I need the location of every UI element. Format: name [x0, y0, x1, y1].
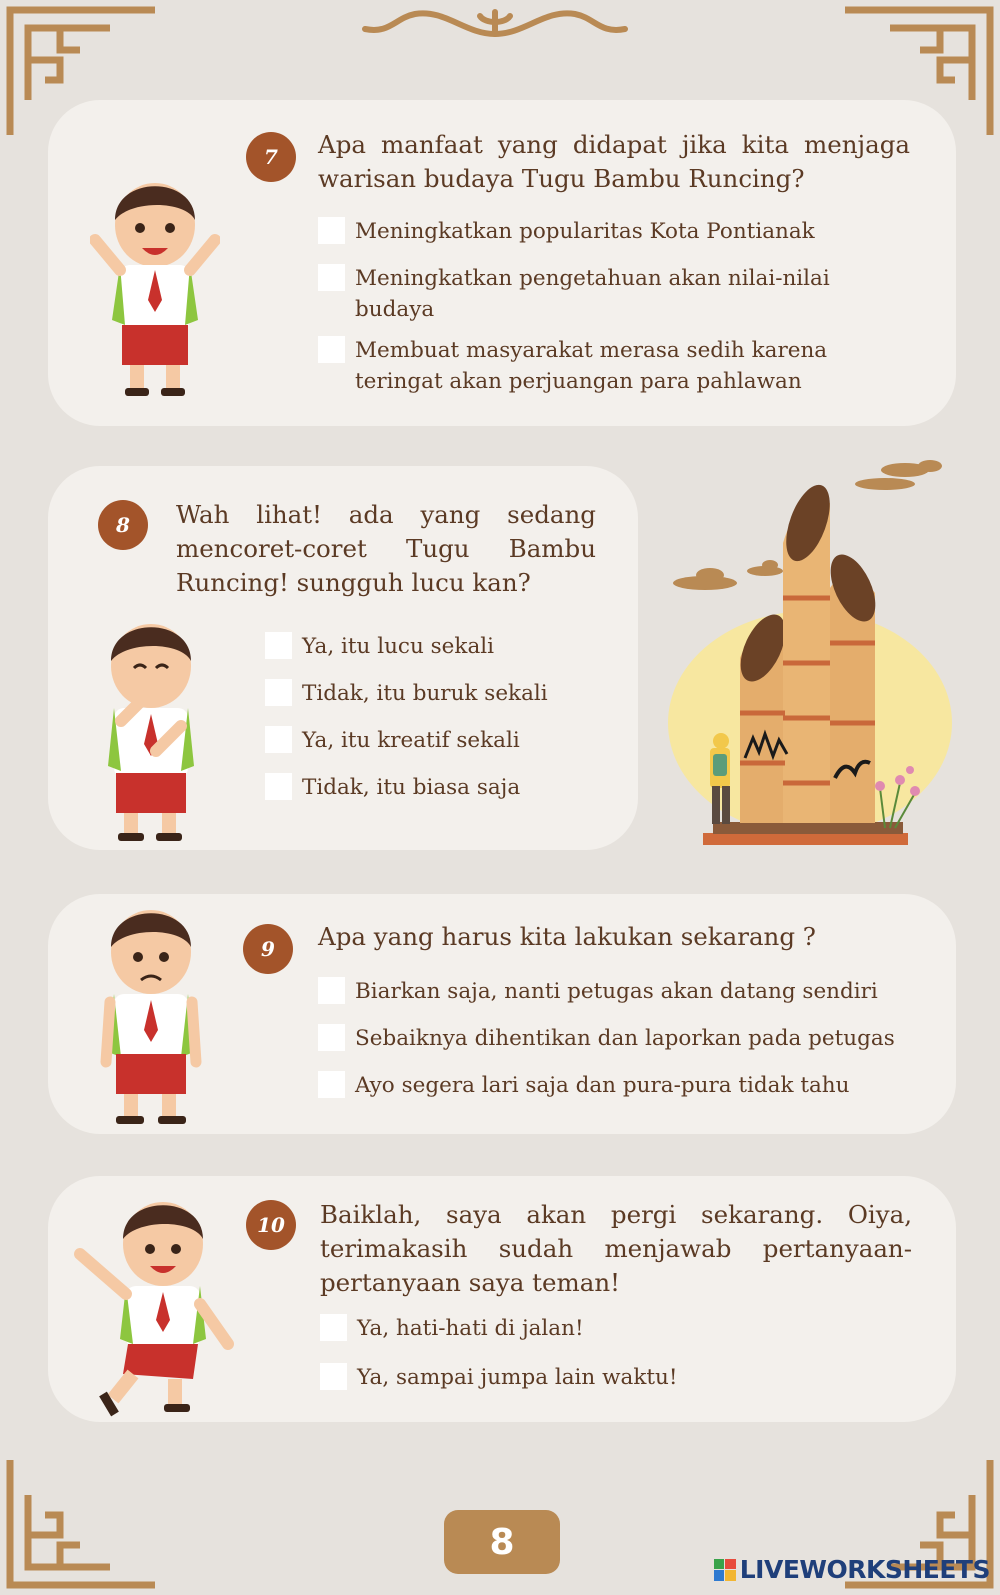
answer-option[interactable]: [318, 216, 918, 247]
answer-option[interactable]: [265, 772, 585, 803]
answer-option[interactable]: [318, 263, 858, 325]
liveworksheets-brand[interactable]: [714, 1555, 990, 1584]
question-number-badge: 10: [246, 1200, 296, 1250]
student-worried-illustration: [96, 902, 206, 1130]
question-number-badge: 7: [246, 132, 296, 182]
liveworksheets-logo-icon: [714, 1559, 736, 1581]
option-checkbox[interactable]: [318, 336, 345, 363]
option-checkbox[interactable]: [265, 679, 292, 706]
option-label: Ya, sampai jumpa lain waktu!: [357, 1365, 678, 1390]
option-label: Tidak, itu biasa saja: [302, 775, 521, 800]
page-number-badge: 8: [444, 1510, 560, 1574]
student-cheering-illustration: [90, 170, 220, 400]
answer-option[interactable]: [318, 1023, 928, 1054]
option-checkbox[interactable]: [265, 726, 292, 753]
option-checkbox[interactable]: [318, 1024, 345, 1051]
answer-option[interactable]: [318, 335, 858, 397]
answer-option[interactable]: [265, 725, 585, 756]
top-scroll-ornament: [345, 4, 645, 44]
option-checkbox[interactable]: [320, 1363, 347, 1390]
question-text: Apa manfaat yang didapat jika kita menjaga warisan budaya Tugu Bambu Runcing?: [318, 130, 910, 193]
option-checkbox[interactable]: [320, 1314, 347, 1341]
student-waving-illustration: [68, 1194, 238, 1422]
question-number-badge: 8: [98, 500, 148, 550]
answer-option[interactable]: [320, 1362, 820, 1393]
answer-option[interactable]: [320, 1313, 820, 1344]
question-number-badge: 9: [243, 924, 293, 974]
corner-ornament-bottom-left: [0, 1455, 160, 1595]
question-text: Wah lihat! ada yang sedang mencoret-coret Tugu Bambu Runcing! sungguh lucu kan?: [176, 500, 596, 597]
student-laughing-illustration: [96, 616, 206, 846]
option-label: Ya, itu lucu sekali: [302, 634, 495, 659]
option-checkbox[interactable]: [318, 1071, 345, 1098]
option-label: Membuat masyarakat merasa sedih karena teringat akan perjuangan para pahlawan: [355, 338, 828, 394]
option-checkbox[interactable]: [318, 217, 345, 244]
question-card-8: [48, 466, 638, 850]
option-label: Biarkan saja, nanti petugas akan datang sendiri: [355, 979, 878, 1004]
question-text: Apa yang harus kita lakukan sekarang ?: [318, 922, 816, 951]
option-label: Meningkatkan pengetahuan akan nilai-nilai budaya: [355, 266, 830, 322]
brand-name: LIVEWORKSHEETS: [739, 1555, 990, 1584]
bamboo-monument-vandalism-illustration: [665, 458, 965, 853]
option-checkbox[interactable]: [318, 264, 345, 291]
answer-option[interactable]: [265, 678, 585, 709]
option-checkbox[interactable]: [265, 632, 292, 659]
answer-option[interactable]: [318, 1070, 928, 1101]
question-text: Baiklah, saya akan pergi sekarang. Oiya, terimakasih sudah menjawab pertanyaan-pertanyaan saya teman!: [320, 1200, 912, 1297]
option-label: Ayo segera lari saja dan pura-pura tidak tahu: [355, 1073, 850, 1098]
option-label: Tidak, itu buruk sekali: [302, 681, 548, 706]
option-label: Ya, itu kreatif sekali: [302, 728, 520, 753]
option-label: Ya, hati-hati di jalan!: [357, 1316, 584, 1341]
question-card-10: [48, 1176, 956, 1422]
answer-option[interactable]: [318, 976, 928, 1007]
question-card-9: [48, 894, 956, 1134]
question-card-7: [48, 100, 956, 426]
option-checkbox[interactable]: [318, 977, 345, 1004]
option-label: Meningkatkan popularitas Kota Pontianak: [355, 219, 815, 244]
option-checkbox[interactable]: [265, 773, 292, 800]
option-label: Sebaiknya dihentikan dan laporkan pada petugas: [355, 1026, 895, 1051]
answer-option[interactable]: [265, 631, 585, 662]
